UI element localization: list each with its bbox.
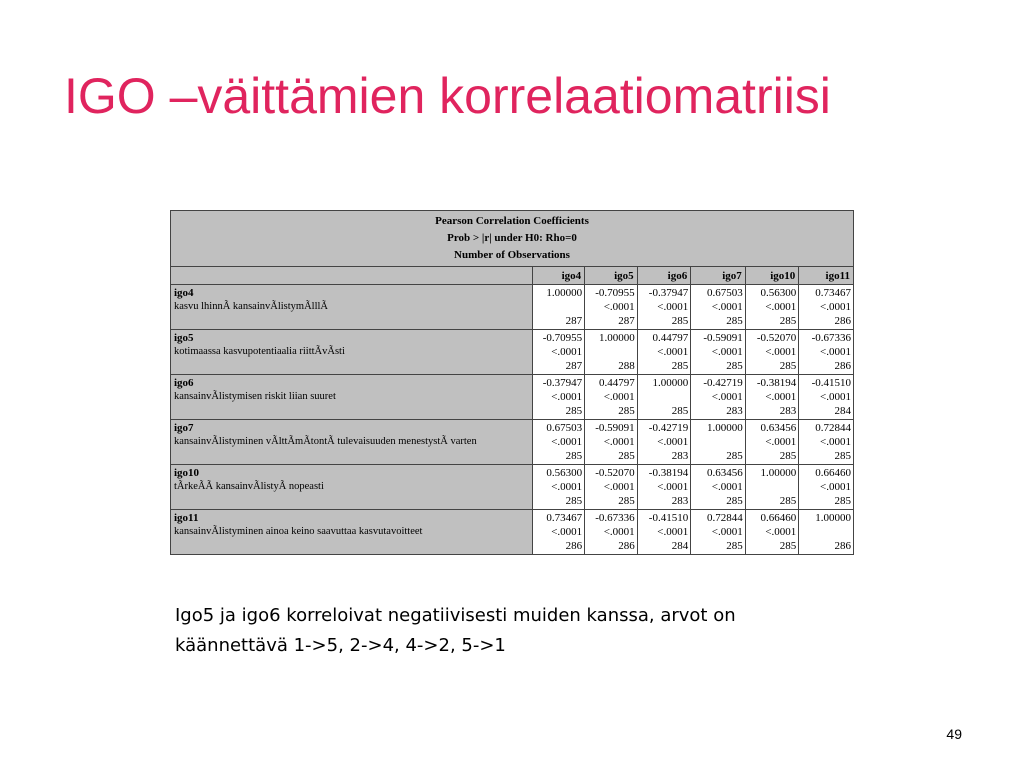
p-value: <.0001 [765,436,797,448]
p-value: <.0001 [603,301,635,313]
row-header [171,375,533,420]
table-cell [637,510,691,555]
row-header [171,510,533,555]
p-value: <.0001 [711,481,743,493]
p-value: <.0001 [711,526,743,538]
correlation-value: -0.59091 [703,332,743,344]
row-header [171,420,533,465]
observation-count: 286 [834,315,851,327]
p-value: <.0001 [603,391,635,403]
table-cell [745,510,799,555]
p-value: <.0001 [551,526,583,538]
correlation-value: -0.37947 [542,377,583,389]
correlation-value: 0.63456 [760,422,797,434]
observation-count: 285 [834,495,851,507]
variable-label: kansainvÃlistymisen riskit liian suuret [174,391,336,402]
row-header [171,285,533,330]
correlation-value: 0.44797 [652,332,689,344]
p-value: <.0001 [603,436,635,448]
observation-count: 285 [618,405,635,417]
table-cell [637,330,691,375]
table-row [171,330,854,375]
column-header-row [171,267,854,285]
correlation-value: -0.42719 [703,377,743,389]
observation-count: 285 [779,315,797,327]
table-cell [799,420,854,465]
table-row [171,420,854,465]
caption-line-2: Prob > |r| under H0: Rho=0 [447,232,577,244]
observation-count: 285 [779,495,797,507]
p-value: <.0001 [551,436,583,448]
p-value: <.0001 [603,481,635,493]
correlation-value: -0.41510 [648,512,689,524]
p-value: <.0001 [551,481,583,493]
correlation-value: 1.00000 [598,332,635,344]
observation-count: 285 [726,450,743,462]
observation-count: 286 [618,540,635,552]
correlation-value: -0.38194 [648,467,689,479]
column-header: igo11 [799,267,854,285]
table-cell [745,375,799,420]
correlation-value: 0.66460 [815,467,851,479]
variable-name: igo10 [174,467,200,479]
correlation-value: 0.73467 [546,512,583,524]
table-caption [171,211,854,267]
observation-count: 285 [726,540,743,552]
table-cell [532,420,585,465]
observation-count: 285 [618,495,635,507]
table-cell [691,330,746,375]
observation-count: 286 [565,540,583,552]
observation-count: 287 [565,315,583,327]
correlation-value: 0.56300 [760,287,797,299]
observation-count: 287 [618,315,635,327]
correlation-value: -0.41510 [811,377,851,389]
p-value: <.0001 [711,391,743,403]
p-value: <.0001 [657,346,689,358]
p-value: <.0001 [820,481,851,493]
correlation-value: 1.00000 [707,422,743,434]
table-cell [799,465,854,510]
observation-count: 285 [671,360,689,372]
observation-count: 283 [671,495,689,507]
p-value: <.0001 [820,346,851,358]
note-line-1: Igo5 ja igo6 korreloivat negatiivisesti muiden kanssa, arvot on [175,605,736,626]
correlation-value: 0.67503 [707,287,743,299]
observation-count: 285 [671,405,689,417]
table-row [171,510,854,555]
p-value [801,525,851,539]
table-cell [585,510,638,555]
correlation-value: -0.59091 [595,422,635,434]
observation-count: 285 [726,495,743,507]
p-value: <.0001 [551,346,583,358]
table-cell [532,330,585,375]
slide-note [175,601,875,661]
table-cell [691,285,746,330]
column-header: igo10 [745,267,799,285]
p-value: <.0001 [765,301,797,313]
correlation-value: -0.38194 [756,377,797,389]
correlation-value: 0.72844 [707,512,743,524]
variable-label: kansainvÃlistyminen vÃlttÃmÃtontÃ tulevaisuuden menestystÃ varten [174,436,477,447]
column-header: igo7 [691,267,746,285]
p-value: <.0001 [711,346,743,358]
column-header: igo5 [585,267,638,285]
observation-count: 283 [726,405,743,417]
correlation-value: -0.67336 [811,332,851,344]
table-cell [691,465,746,510]
table-header-row [171,211,854,267]
table-cell [799,375,854,420]
variable-label: kansainvÃlistyminen ainoa keino saavuttaa kasvutavoitteet [174,526,423,537]
correlation-value: -0.42719 [648,422,689,434]
observation-count: 285 [618,450,635,462]
observation-count: 285 [779,540,797,552]
observation-count: 285 [834,450,851,462]
corner-cell [171,267,533,285]
correlation-value: -0.70955 [542,332,583,344]
correlation-value: 0.66460 [760,512,797,524]
slide-title: IGO –väittämien korrelaatiomatriisi [64,68,831,124]
observation-count: 287 [565,360,583,372]
p-value [693,435,743,449]
observation-count: 285 [726,315,743,327]
p-value: <.0001 [820,391,851,403]
correlation-value: 1.00000 [546,287,583,299]
table-cell [799,510,854,555]
table-cell [691,375,746,420]
table-cell [691,510,746,555]
table-cell [799,330,854,375]
correlation-value: 0.56300 [546,467,583,479]
variable-name: igo7 [174,422,194,434]
observation-count: 286 [834,360,851,372]
note-line-2: käännettävä 1->5, 2->4, 4->2, 5->1 [175,635,506,656]
observation-count: 285 [726,360,743,372]
correlation-value: 1.00000 [760,467,797,479]
variable-label: kotimaassa kasvupotentiaalia riittÃvÃsti [174,346,345,357]
table-cell [745,420,799,465]
table-cell [637,420,691,465]
p-value: <.0001 [765,346,797,358]
table-cell [585,420,638,465]
p-value: <.0001 [657,436,689,448]
observation-count: 285 [779,360,797,372]
table-cell [585,285,638,330]
row-header [171,330,533,375]
correlation-value: -0.52070 [756,332,797,344]
variable-label: kasvu lhinnÃ kansainvÃlistymÃlllÃ [174,301,328,312]
table-cell [532,510,585,555]
observation-count: 284 [671,540,689,552]
variable-name: igo6 [174,377,194,389]
table-row [171,465,854,510]
table-cell [745,330,799,375]
observation-count: 285 [671,315,689,327]
correlation-value: 1.00000 [815,512,851,524]
table-cell [585,375,638,420]
correlation-value: 0.63456 [707,467,743,479]
caption-line-1: Pearson Correlation Coefficients [435,215,589,227]
table-cell [585,330,638,375]
page-number: 49 [946,726,962,742]
correlation-value: 0.73467 [815,287,851,299]
variable-label: tÃrkeÃÃ kansainvÃlistyÃ nopeasti [174,481,324,492]
table-cell [745,285,799,330]
p-value: <.0001 [657,481,689,493]
correlation-value: 0.44797 [598,377,635,389]
correlation-value: -0.37947 [648,287,689,299]
table-cell [637,285,691,330]
column-header: igo6 [637,267,691,285]
table-cell [532,465,585,510]
p-value: <.0001 [820,301,851,313]
table-cell [745,465,799,510]
correlation-table [170,210,854,555]
variable-name: igo4 [174,287,194,299]
table-row [171,285,854,330]
p-value: <.0001 [657,301,689,313]
p-value [748,480,797,494]
observation-count: 284 [834,405,851,417]
p-value: <.0001 [820,436,851,448]
p-value: <.0001 [657,526,689,538]
correlation-value: 0.72844 [815,422,851,434]
observation-count: 285 [779,450,797,462]
row-header [171,465,533,510]
observation-count: 285 [565,495,583,507]
column-header: igo4 [532,267,585,285]
variable-name: igo11 [174,512,199,524]
correlation-value: 0.67503 [546,422,583,434]
correlation-value: -0.70955 [595,287,635,299]
caption-line-3: Number of Observations [454,249,570,261]
p-value: <.0001 [765,391,797,403]
correlation-value: -0.52070 [595,467,635,479]
p-value: <.0001 [711,301,743,313]
table-cell [532,375,585,420]
observation-count: 285 [565,450,583,462]
observation-count: 286 [834,540,851,552]
table-cell [799,285,854,330]
p-value [535,300,583,314]
table-cell [532,285,585,330]
observation-count: 283 [671,450,689,462]
observation-count: 283 [779,405,797,417]
table-cell [691,420,746,465]
p-value [587,345,635,359]
correlation-value: -0.67336 [595,512,635,524]
p-value: <.0001 [603,526,635,538]
variable-name: igo5 [174,332,194,344]
p-value: <.0001 [551,391,583,403]
table-cell [585,465,638,510]
correlation-value: 1.00000 [652,377,689,389]
observation-count: 288 [618,360,635,372]
table-cell [637,375,691,420]
observation-count: 285 [565,405,583,417]
table-row [171,375,854,420]
p-value [640,390,689,404]
table-cell [637,465,691,510]
p-value: <.0001 [765,526,797,538]
